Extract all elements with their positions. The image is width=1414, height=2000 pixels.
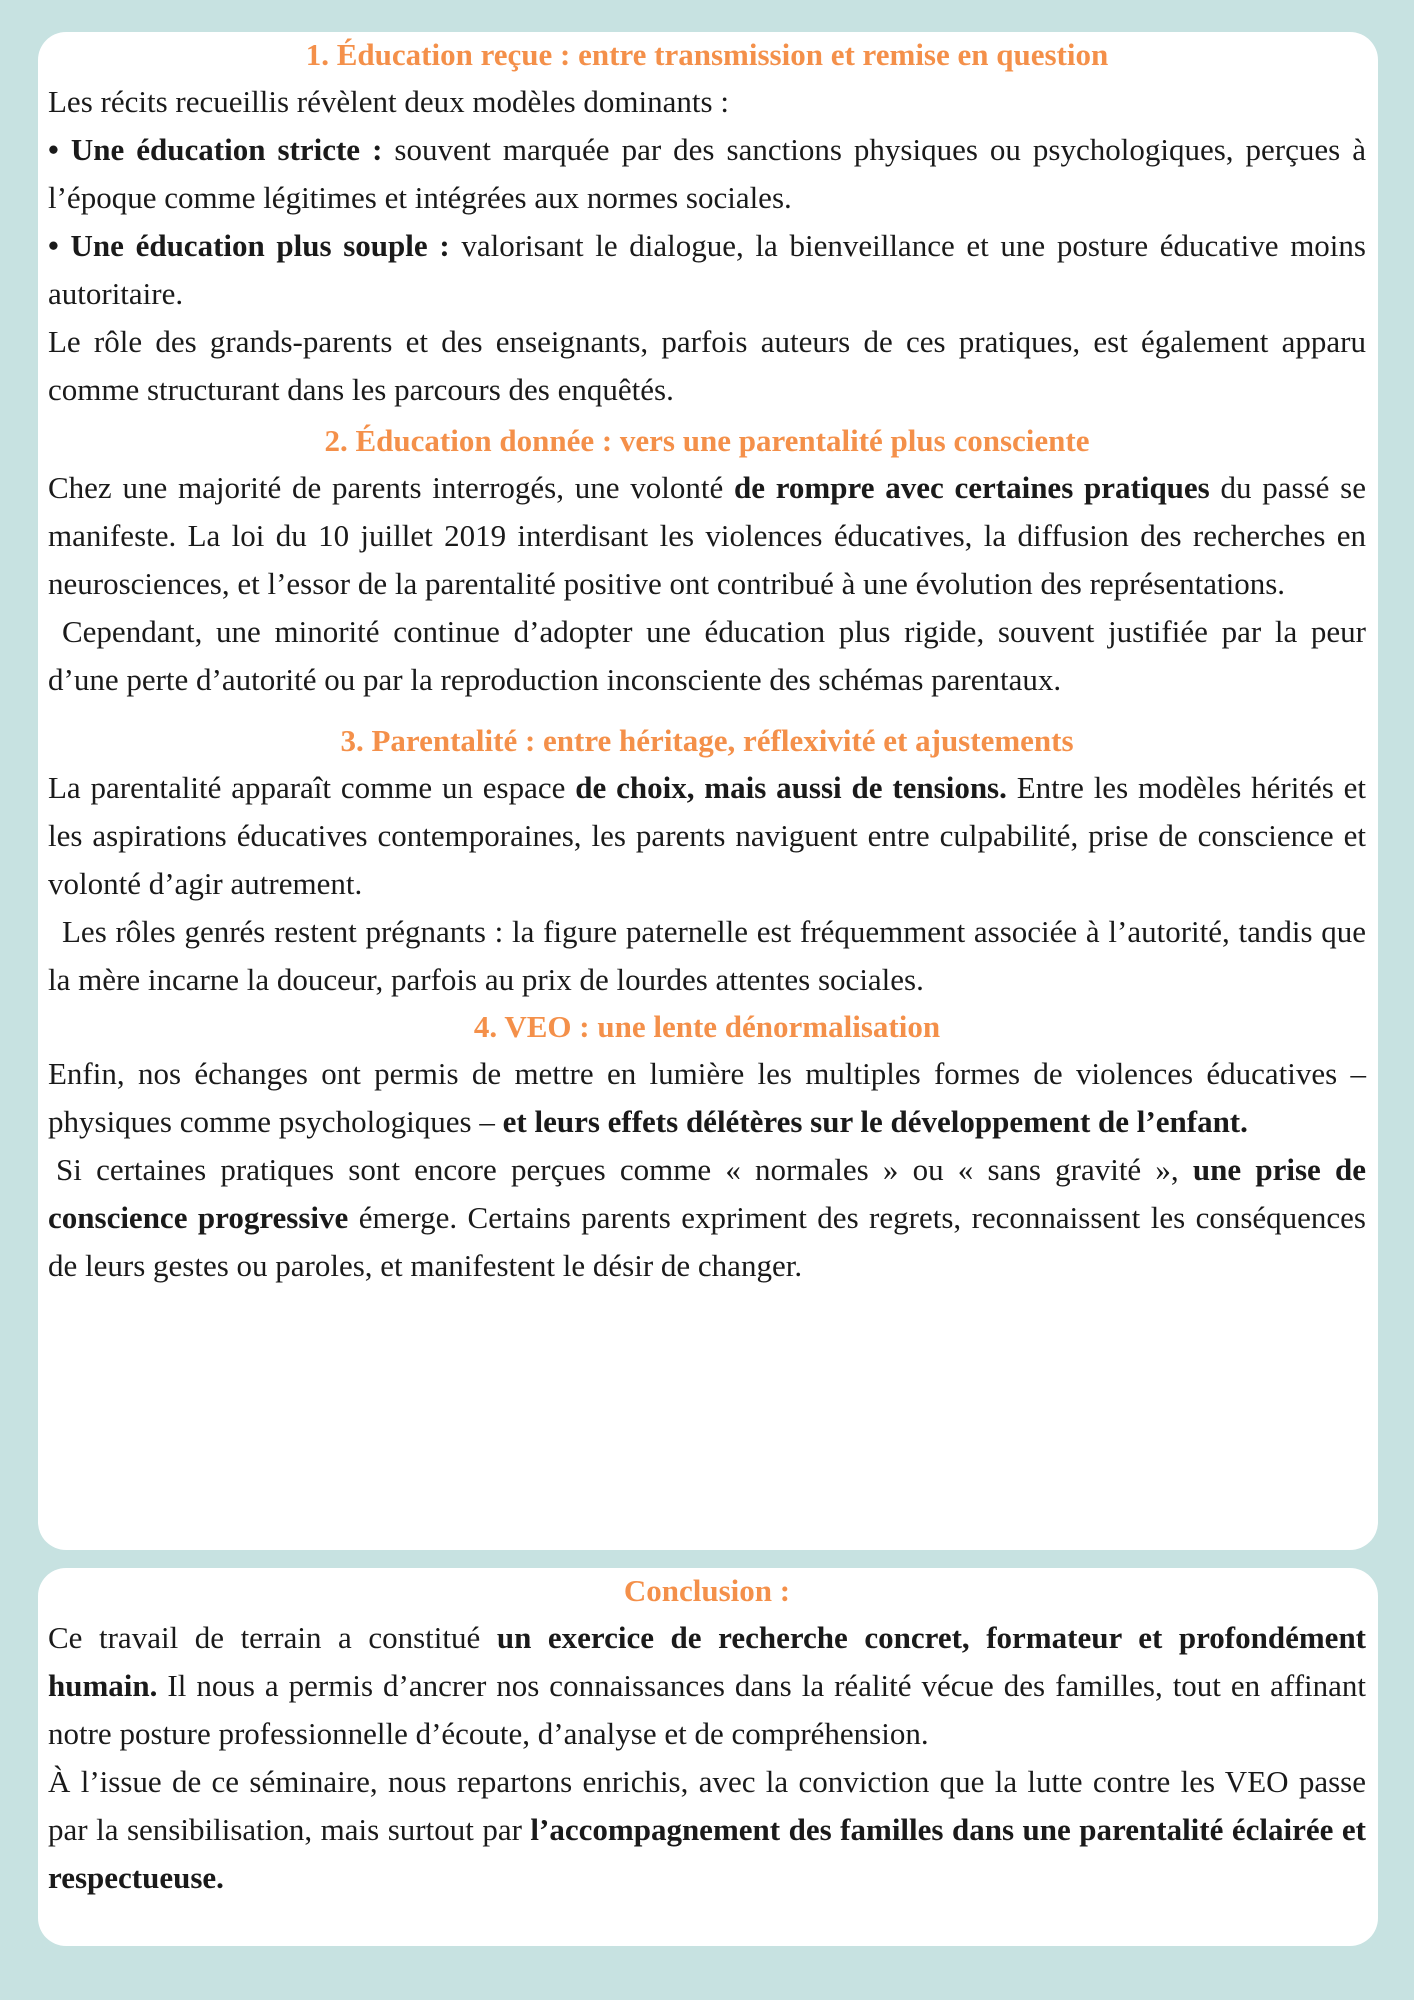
- text-run: du passé se manifeste. La loi du 10 juillet 2019 interdisant les violences éducatives, la diffusion des recherches en neurosciences, et l’essor de la parentalité positive ont contribué à une évolution des représentations.: [48, 470, 1366, 601]
- text-run: Si certaines pratiques sont encore perçues comme « normales » ou « sans gravité »,: [56, 1152, 1193, 1187]
- text-run: Ce travail de terrain a constitué: [48, 1620, 497, 1655]
- section-3-paragraph-1: [48, 764, 1366, 908]
- conclusion-title: Conclusion :: [623, 1573, 791, 1608]
- section-1-intro: Les récits recueillis révèlent deux modèles dominants :: [48, 84, 729, 119]
- section-4-paragraph-2: [48, 1146, 1366, 1290]
- main-content-card: [38, 32, 1378, 1550]
- conclusion-card: [38, 1568, 1378, 1946]
- section-2-title: 2. Éducation donnée : vers une parentalité plus consciente: [324, 423, 1090, 458]
- section-3-paragraph-2: Les rôles genrés restent prégnants : la figure paternelle est fréquemment associée à l’autorité, tandis que la mère incarne la douceur, parfois au prix de lourdes attentes sociales.: [48, 914, 1366, 997]
- bullet-souple-label: • Une éducation plus souple :: [48, 228, 450, 263]
- section-1-bullet-strict: [48, 126, 1366, 222]
- text-run-bold: et leurs effets délétères sur le développement de l’enfant.: [502, 1104, 1248, 1139]
- section-2-paragraph-2: Cependant, une minorité continue d’adopter une éducation plus rigide, souvent justifiée par la peur d’une perte d’autorité ou par la reproduction inconsciente des schémas parentaux.: [48, 614, 1366, 697]
- text-run-bold: de choix, mais aussi de tensions.: [575, 770, 1007, 805]
- bullet-souple-text: valorisant le dialogue, la bienveillance et une posture éducative moins autoritaire.: [48, 228, 1366, 311]
- bullet-strict-text: souvent marquée par des sanctions physiques ou psychologiques, perçues à l’époque comme légitimes et intégrées aux normes sociales.: [48, 132, 1366, 215]
- section-2-paragraph-1: [48, 464, 1366, 608]
- text-run-bold: de rompre avec certaines pratiques: [733, 470, 1210, 505]
- conclusion-paragraph-2: [48, 1758, 1366, 1902]
- text-run: Entre les modèles hérités et les aspirations éducatives contemporaines, les parents naviguent entre culpabilité, prise de conscience et volonté d’agir autrement.: [48, 770, 1366, 901]
- text-run: Enfin, nos échanges ont permis de mettre en lumière les multiples formes de violences éducatives – physiques comme psychologiques –: [48, 1056, 1366, 1139]
- section-veo: [48, 1004, 1366, 1290]
- text-run: Il nous a permis d’ancrer nos connaissances dans la réalité vécue des familles, tout en affinant notre posture professionnelle d’écoute, d’analyse et de compréhension.: [48, 1668, 1366, 1751]
- text-run-bold: une prise de conscience progressive: [48, 1152, 1366, 1235]
- text-run: À l’issue de ce séminaire, nous repartons enrichis, avec la conviction que la lutte contre les VEO passe par la sensibilisation, mais surtout par: [48, 1764, 1366, 1847]
- section-4-title: 4. VEO : une lente dénormalisation: [473, 1009, 941, 1044]
- section-3-title: 3. Parentalité : entre héritage, réflexivité et ajustements: [340, 723, 1074, 758]
- section-education-recue: [48, 32, 1366, 414]
- text-run: émerge. Certains parents expriment des regrets, reconnaissent les conséquences de leurs gestes ou paroles, et manifestent le désir de changer.: [48, 1200, 1366, 1283]
- section-parentalite: [48, 718, 1366, 1004]
- text-run: La parentalité apparaît comme un espace: [48, 770, 576, 805]
- conclusion-paragraph-1: [48, 1614, 1366, 1758]
- section-1-bullet-souple: [48, 222, 1366, 318]
- section-1-closing: Le rôle des grands-parents et des enseignants, parfois auteurs de ces pratiques, est également apparu comme structurant dans les parcours des enquêtés.: [48, 324, 1366, 407]
- text-run-bold: un exercice de recherche concret, formateur et profondément humain.: [48, 1620, 1367, 1703]
- bullet-strict-label: • Une éducation stricte :: [48, 132, 383, 167]
- section-1-title: 1. Éducation reçue : entre transmission et remise en question: [305, 37, 1109, 72]
- section-4-paragraph-1: [48, 1050, 1366, 1146]
- text-run-bold: l’accompagnement des familles dans une parentalité éclairée et respectueuse.: [48, 1812, 1367, 1895]
- section-education-donnee: [48, 418, 1366, 704]
- text-run: Chez une majorité de parents interrogés, une volonté: [48, 470, 734, 505]
